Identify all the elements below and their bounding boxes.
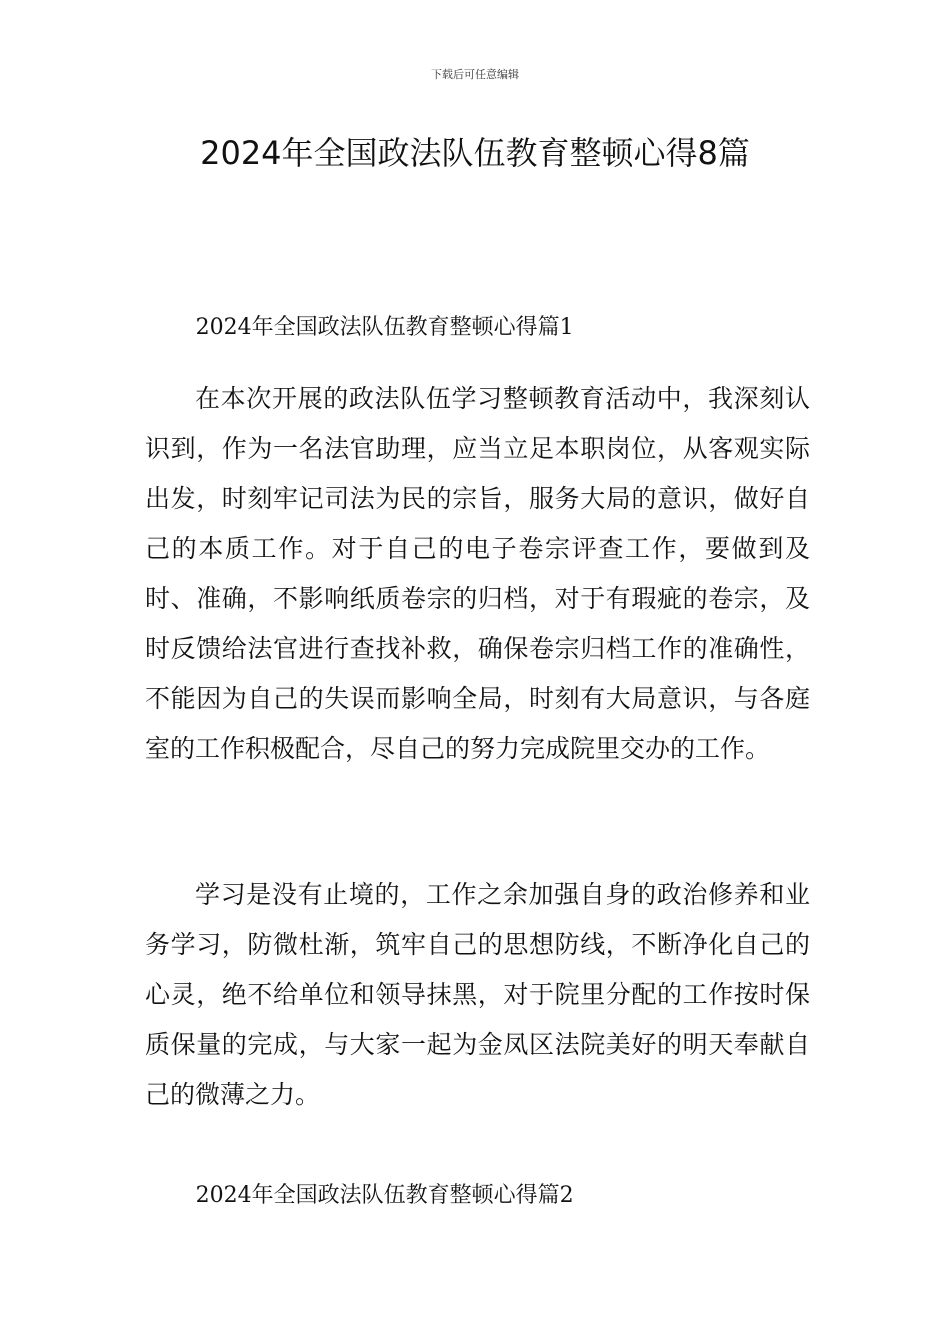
paragraph-2: 学习是没有止境的，工作之余加强自身的政治修养和业务学习，防微杜渐，筑牢自己的思想防线，不断净化自己的心灵，绝不给单位和领导抹黑，对于院里分配的工作按时保质保量的完成，与大家一起为金凤区法院美好的明天奉献自己的微薄之力。 (145, 880, 810, 1109)
header-note: 下载后可任意编辑 (431, 68, 519, 81)
paragraph-1: 在本次开展的政法队伍学习整顿教育活动中，我深刻认识到，作为一名法官助理，应当立足本职岗位，从客观实际出发，时刻牢记司法为民的宗旨，服务大局的意识，做好自己的本质工作。对于自己的电子卷宗评查工作，要做到及时、准确，不影响纸质卷宗的归档，对于有瑕疵的卷宗，及时反馈给法官进行查找补救，确保卷宗归档工作的准确性，不能因为自己的失误而影响全局，时刻有大局意识，与各庭室的工作积极配合，尽自己的努力完成院里交办的工作。 (145, 384, 810, 763)
document-title: 2024年全国政法队伍教育整顿心得8篇 (200, 134, 750, 172)
section-heading-2: 2024年全国政法队伍教育整顿心得篇2 (195, 1183, 574, 1208)
section-heading-1: 2024年全国政法队伍教育整顿心得篇1 (195, 315, 574, 340)
